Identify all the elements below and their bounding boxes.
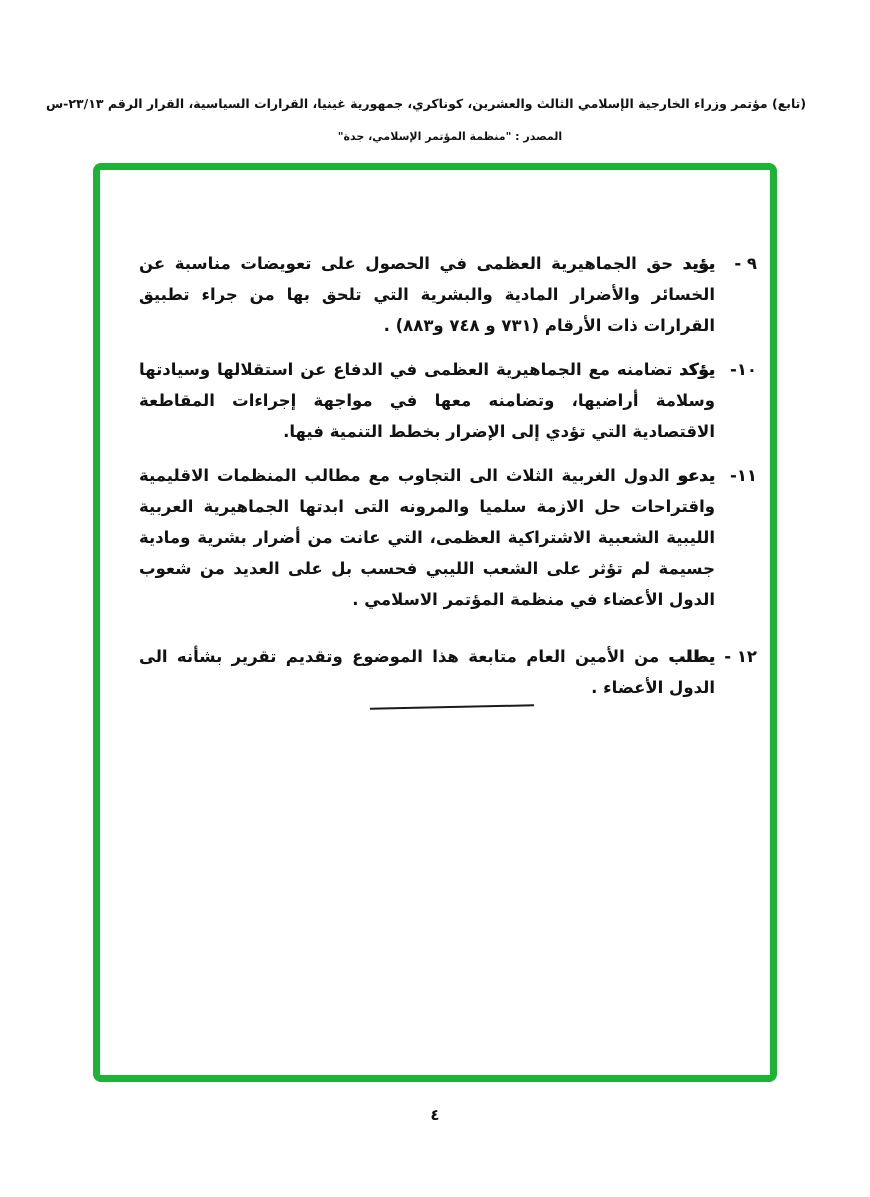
item-body: حق الجماهيرية العظمى في الحصول على تعويضات مناسبة عن الخسائر والأضرار المادية والبشرية التي تلحق بها من جراء تطبيق القرارات ذات الأرقام (٧٣١ و ٧٤٨ و٨٨٣) .: [139, 254, 715, 335]
header-source-line: المصدر : "منظمة المؤتمر الإسلامي، جدة": [337, 130, 563, 143]
document-border-frame: [93, 163, 777, 1082]
page-number: ٤: [430, 1106, 440, 1124]
item-body: من الأمين العام متابعة هذا الموضوع وتقديم تقرير بشأنه الى الدول الأعضاء .: [139, 647, 715, 697]
item-body: تضامنه مع الجماهيرية العظمى في الدفاع عن استقلالها وسيادتها وسلامة أراضيها، وتضامنه معها في مواجهة إجراءات المقاطعة الاقتصادية التي تؤدي إلى الإضرار بخطط التنمية فيها.: [139, 360, 715, 441]
item-body: الدول الغربية الثلاث الى التجاوب مع مطالب المنظمات الاقليمية واقتراحات حل الازمة سلميا والمرونه التى ابدتها الجماهيرية العربية الليبية الشعبية الاشتراكية العظمى، التي عانت من أضرار بشرية ومادية جسيمة لم تؤثر على الشعب الليبي فحسب بل على العديد من شعوب الدول الأعضاء في منظمة المؤتمر الاسلامي .: [139, 466, 715, 609]
item-number: ١٢ -: [724, 647, 757, 666]
item-text: [139, 248, 715, 341]
item-keyword: يؤيد: [682, 254, 715, 273]
resolution-items-list: [139, 248, 757, 716]
item-number: ١٠-: [729, 360, 757, 379]
item-text: [139, 354, 715, 447]
item-number: ٩ -: [734, 254, 757, 273]
item-keyword: يدعو: [677, 466, 715, 485]
item-text: [139, 460, 715, 615]
item-number: ١١-: [729, 466, 757, 485]
item-keyword: يؤكد: [679, 360, 715, 379]
resolution-item-11: [139, 460, 757, 615]
resolution-item-12: [139, 641, 757, 703]
item-text: [139, 641, 715, 703]
header-reference-line: (تابع) مؤتمر وزراء الخارجية الإسلامي الثالث والعشرين، كوناكري، جمهورية غينيا، القرارات السياسية، القرار الرقم ٢٣/١٣-س: [45, 96, 807, 111]
resolution-item-9: [139, 248, 757, 341]
item-keyword: يطلب: [668, 647, 715, 666]
resolution-item-10: [139, 354, 757, 447]
